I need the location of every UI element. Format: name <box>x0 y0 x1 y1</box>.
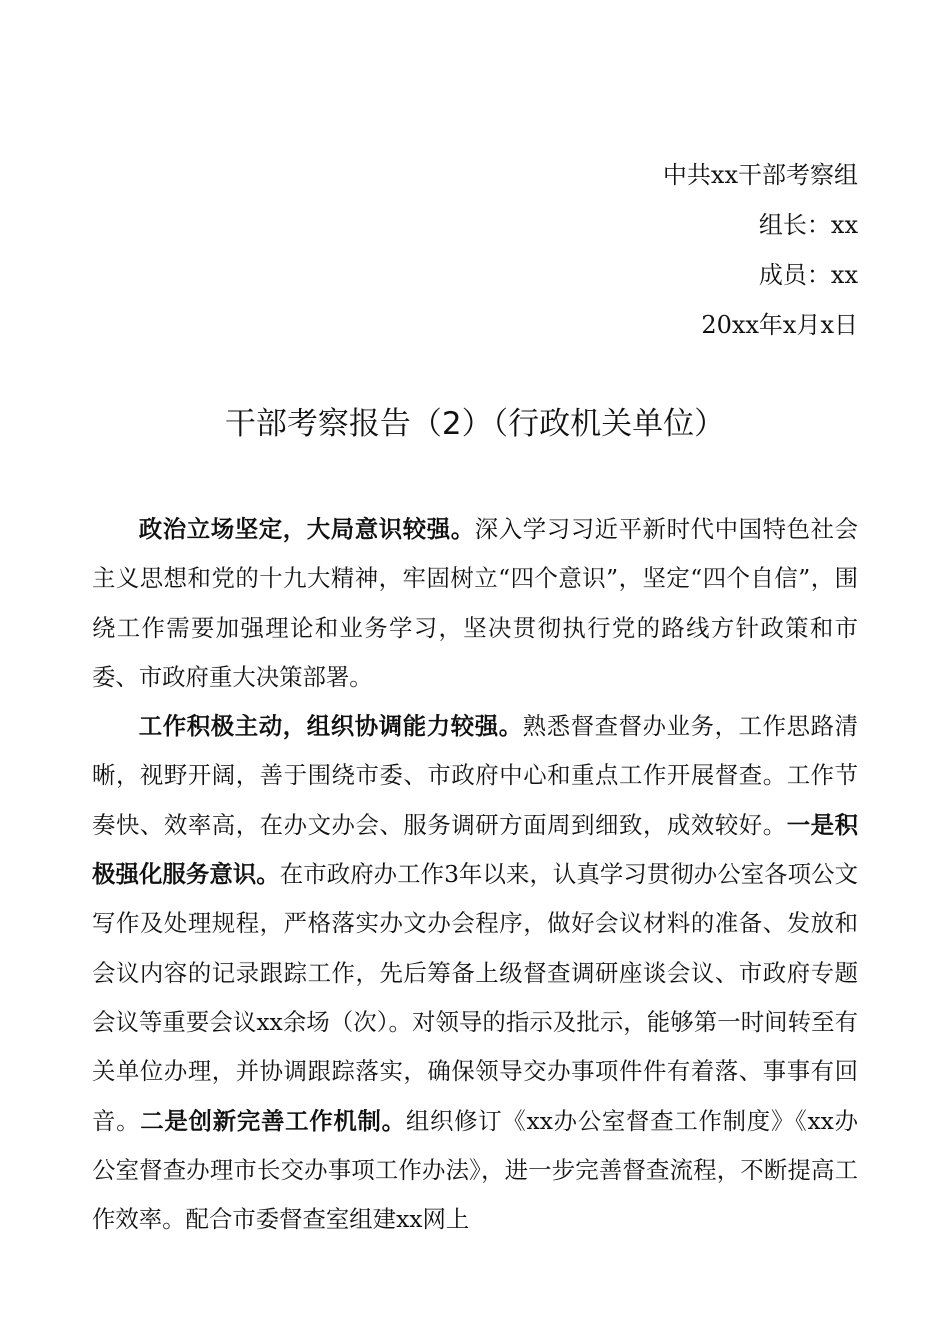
paragraph-2-text-1: 熟悉督查督办业务，工作思路清晰，视野开阔，善于围绕市委、市政府中心和重点工作开展督查。工作节奏快、效率高，在办文办会、服务调研方面周到细致，成效较好。 <box>92 712 859 839</box>
signature-org: 中共xx干部考察组 <box>662 161 858 189</box>
paragraph-2-text-2: 在市政府办工作3年以来，认真学习贯彻办公室各项公文写作及处理规程，严格落实办文办会程序，做好会议材料的准备、发放和会议内容的记录跟踪工作，先后筹备上级督查调研座谈会议、市政府专题会议等重要会议xx余场（次）。对领导的指示及批示，能够第一时间转至有关单位办理，并协调跟踪落实，确保领导交办事项件件有着落、事事有回音。 <box>92 860 858 1135</box>
document-title: 干部考察报告（2）（行政机关单位） <box>224 406 726 442</box>
signature-date: 20xx年x月x日 <box>701 311 858 339</box>
paragraph-2 <box>92 702 858 1244</box>
paragraph-2-lead: 工作积极主动，组织协调能力较强。 <box>138 712 523 741</box>
document-body <box>92 505 858 1244</box>
paragraph-2-text-3: 组织修订《xx办公室督查工作制度》《xx办公室督查办理市长交办事项工作办法》，进一步完善督查流程，不断提高工作效率。配合市委督查室组建xx网上 <box>92 1106 858 1234</box>
paragraph-2-point-2: 二是创新完善工作机制。 <box>140 1106 406 1135</box>
paragraph-1-text: 深入学习习近平新时代中国特色社会主义思想和党的十九大精神，牢固树立“四个意识”，坚定“四个自信”，围绕工作需要加强理论和业务学习，坚决贯彻执行党的路线方针政策和市委、市政府重大决策部署。 <box>92 515 859 691</box>
paragraph-2-point-1: 一是积极强化服务意识。 <box>92 810 859 889</box>
signature-member: 成员：xx <box>758 261 858 289</box>
paragraph-1 <box>92 505 858 702</box>
paragraph-1-lead: 政治立场坚定，大局意识较强。 <box>138 515 475 543</box>
signature-leader: 组长：xx <box>758 211 858 239</box>
